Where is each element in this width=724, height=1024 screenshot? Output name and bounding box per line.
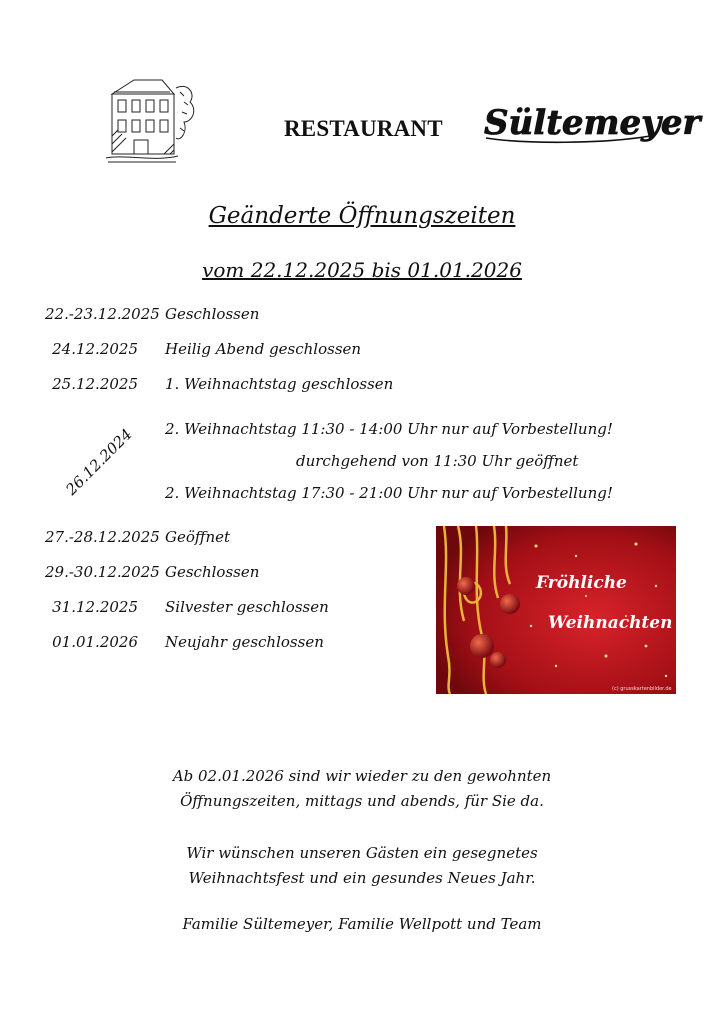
brand-logo	[484, 98, 701, 146]
schedule-text: Silvester geschlossen	[165, 598, 329, 616]
signature: Familie Sültemeyer, Familie Wellpott und Team	[182, 915, 542, 933]
schedule-date: 01.01.2026	[52, 633, 138, 651]
closing-paragraph-1	[0, 764, 724, 814]
closing-line: Wir wünschen unseren Gästen ein gesegnetes	[186, 844, 538, 862]
page-subtitle: vom 22.12.2025 bis 01.01.2026	[202, 258, 522, 282]
ornament-ball	[457, 577, 475, 595]
christmas-card-image	[436, 526, 676, 694]
building-sketch-icon	[104, 72, 198, 166]
special-day-line3: 2. Weihnachtstag 17:30 - 21:00 Uhr nur auf Vorbestellung!	[165, 484, 613, 502]
schedule-text: Geschlossen	[165, 563, 260, 581]
restaurant-label: RESTAURANT	[284, 116, 443, 141]
schedule-date: 31.12.2025	[52, 598, 138, 616]
ornament-ball	[470, 634, 494, 658]
closing-paragraph-2	[0, 841, 724, 891]
closing-line: Ab 02.01.2026 sind wir wieder zu den gewohnten	[172, 767, 552, 785]
card-credit: (c) grusskartenbilder.de	[612, 686, 672, 692]
schedule-text: 1. Weihnachtstag geschlossen	[165, 375, 394, 393]
closing-line: Weihnachtsfest und ein gesundes Neues Jahr.	[188, 869, 536, 887]
card-line1: Fröhliche	[536, 573, 627, 593]
schedule-text: Heilig Abend geschlossen	[165, 340, 362, 358]
schedule-text: Geöffnet	[165, 528, 231, 546]
special-day-date: 26.12.2024	[62, 425, 136, 499]
schedule-date: 24.12.2025	[52, 340, 138, 358]
schedule-date: 25.12.2025	[52, 375, 138, 393]
schedule-text: Geschlossen	[165, 305, 260, 323]
brand-name: Sültemeyer	[484, 103, 701, 143]
special-day-line2: durchgehend von 11:30 Uhr geöffnet	[296, 452, 579, 470]
closing-line: Öffnungszeiten, mittags und abends, für Sie da.	[180, 792, 544, 810]
schedule-date: 27.-28.12.2025	[45, 528, 160, 546]
schedule-text: Neujahr geschlossen	[165, 633, 324, 651]
ornament-ball	[500, 594, 520, 614]
card-line2: Weihnachten	[548, 613, 673, 633]
schedule-date: 22.-23.12.2025	[45, 305, 160, 323]
schedule-date: 29.-30.12.2025	[45, 563, 160, 581]
special-day-line1: 2. Weihnachtstag 11:30 - 14:00 Uhr nur auf Vorbestellung!	[165, 420, 613, 438]
ornament-ball	[490, 652, 506, 668]
page-title: Geänderte Öffnungszeiten	[208, 203, 516, 229]
